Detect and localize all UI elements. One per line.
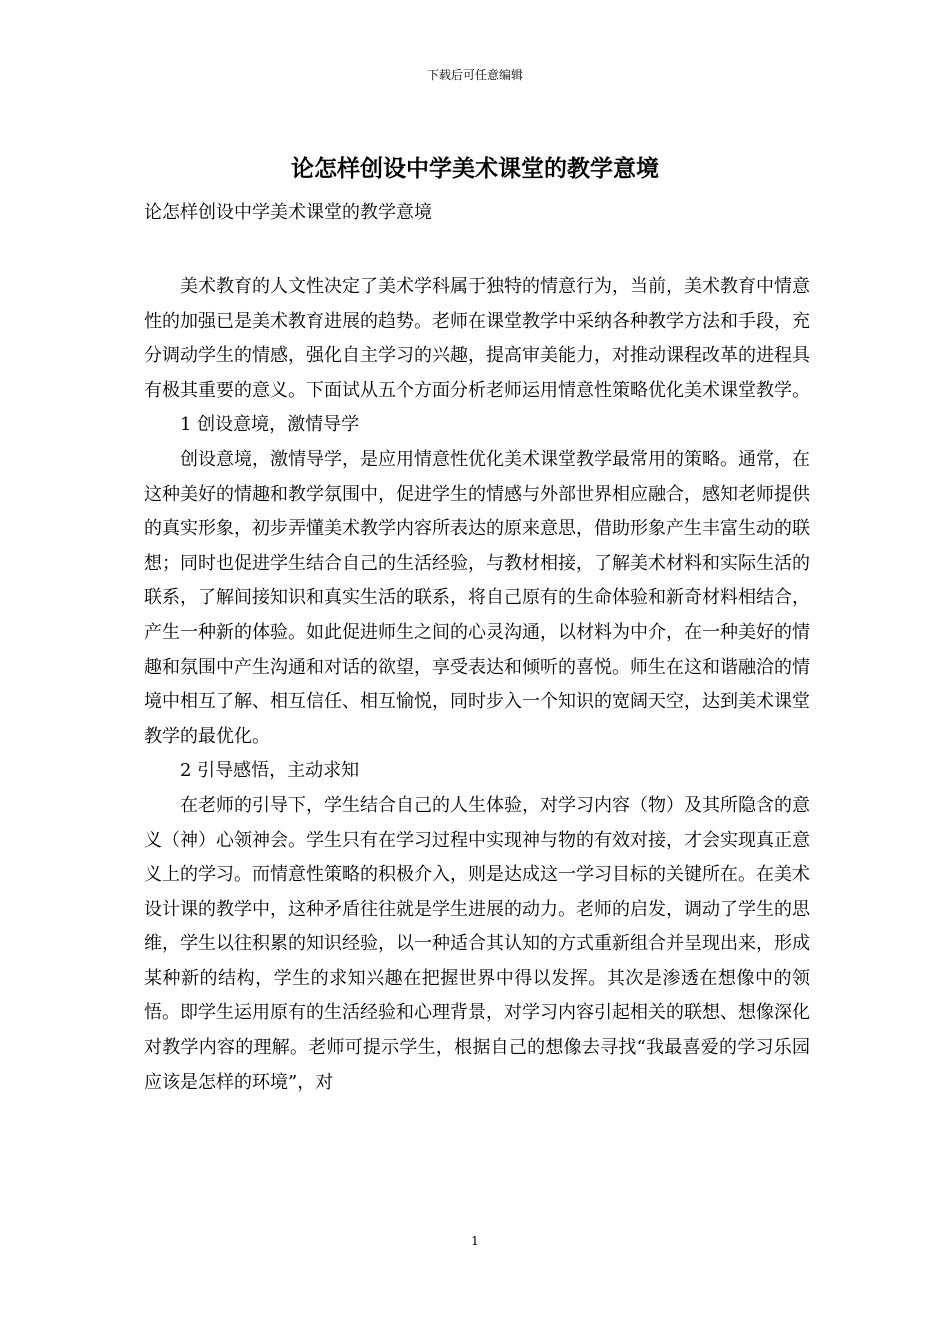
page-number: 1 [471, 1234, 479, 1248]
section-heading-2: 2 引导感悟，主动求知 [180, 760, 360, 782]
section-heading-1: 1 创设意境，激情导学 [180, 414, 360, 436]
document-title: 论怎样创设中学美术课堂的教学意境 [291, 155, 659, 182]
paragraph-section-2: 在老师的引导下，学生结合自己的人生体验，对学习内容（物）及其所隐含的意义（神）心领神会。学生只有在学习过程中实现神与物的有效对接，才会实现真正意义上的学习。而情意性策略的积极介入，则是达成这一学习目标的关键所在。在美术设计课的教学中，这种矛盾往往就是学生进展的动力。老师的启发，调动了学生的思维，学生以往积累的知识经验，以一种适合其认知的方式重新组合并呈现出来，形成某种新的结构，学生的求知兴趣在把握世界中得以发挥。其次是渗透在想像中的领悟。即学生运用原有的生活经验和心理背景，对学习内容引起相关的联想、想像深化对教学内容的理解。老师可提示学生，根据自己的想像去寻找“我最喜爱的学习乐园应该是怎样的环境”，对 [144, 794, 810, 1093]
document-body [144, 270, 810, 1100]
paragraph-intro: 美术教育的人文性决定了美术学科属于独特的情意行为，当前，美术教育中情意性的加强已是美术教育进展的趋势。老师在课堂教学中采纳各种教学方法和手段，充分调动学生的情感，强化自主学习的兴趣，提高审美能力，对推动课程改革的进程具有极其重要的意义。下面试从五个方面分析老师运用情意性策略优化美术课堂教学。 [144, 276, 810, 401]
header-note: 下载后可任意编辑 [426, 68, 523, 82]
document-subtitle: 论怎样创设中学美术课堂的教学意境 [144, 202, 432, 223]
paragraph-section-1: 创设意境，激情导学，是应用情意性优化美术课堂教学最常用的策略。通常，在这种美好的情趣和教学氛围中，促进学生的情感与外部世界相应融合，感知老师提供的真实形象，初步弄懂美术教学内容所表达的原来意思，借助形象产生丰富生动的联想；同时也促进学生结合自己的生活经验，与教材相接，了解美术材料和实际生活的联系，了解间接知识和真实生活的联系，将自己原有的生命体验和新奇材料相结合，产生一种新的体验。如此促进师生之间的心灵沟通，以材料为中介，在一种美好的情趣和氛围中产生沟通和对话的欲望，享受表达和倾听的喜悦。师生在这和谐融洽的情境中相互了解、相互信任、相互愉悦，同时步入一个知识的宽阔天空，达到美术课堂教学的最优化。 [144, 448, 810, 747]
